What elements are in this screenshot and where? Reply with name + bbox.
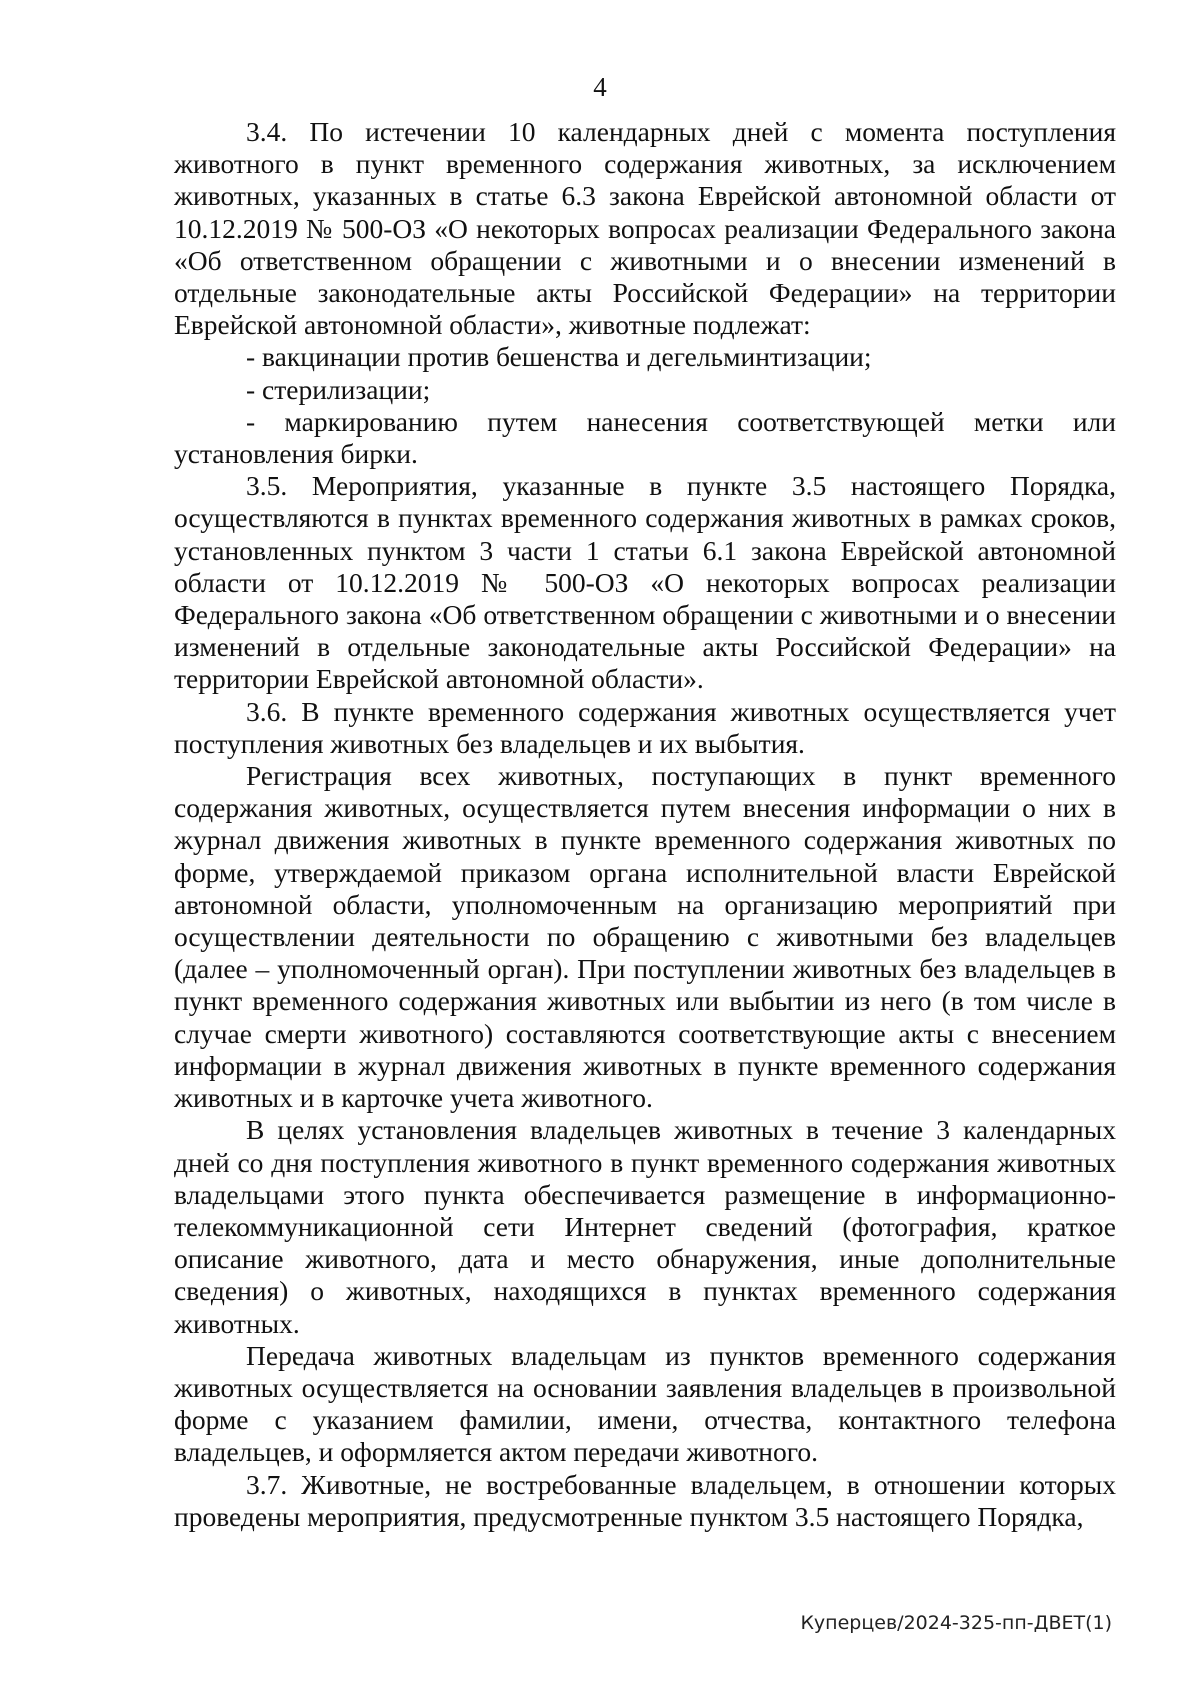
list-item-vaccination: - вакцинации против бешенства и дегельминтизации;: [246, 341, 872, 373]
list-item-sterilization: - стерилизации;: [246, 373, 431, 405]
document-body: [174, 116, 1116, 1533]
paragraph-3-4: 3.4. По истечении 10 календарных дней с момента поступления животного в пункт временного содержания животных, за исключением животных, указанных в статье 6.3 закона Еврейской автономной области от 10.12.2019 № 500-ОЗ «О некоторых вопросах реализации Федерального закона «Об ответственном обращении с животными и о внесении изменений в отдельные законодательные акты Российской Федерации» на территории Еврейской автономной области», животные подлежат:: [174, 116, 1116, 341]
paragraph-registration: Регистрация всех животных, поступающих в пункт временного содержания животных, осуществляется путем внесения информации о них в журнал движения животных в пункте временного содержания животных по форме, утверждаемой приказом органа исполнительной власти Еврейской автономной области, уполномоченным на организацию мероприятий при осуществлении деятельности по обращению с животными без владельцев (далее – уполномоченный орган). При поступлении животных без владельцев в пункт временного содержания животных или выбытии из него (в том числе в случае смерти животного) составляются соответствующие акты с внесением информации в журнал движения животных в пункте временного содержания животных и в карточке учета животного.: [174, 760, 1116, 1114]
paragraph-owner-search: В целях установления владельцев животных в течение 3 календарных дней со дня поступления животного в пункт временного содержания животных владельцами этого пункта обеспечивается размещение в информационно-телекоммуникационной сети Интернет сведений (фотография, краткое описание животного, дата и место обнаружения, иные дополнительные сведения) о животных, находящихся в пунктах временного содержания животных.: [174, 1114, 1116, 1339]
page-number: 4: [593, 72, 607, 102]
paragraph-3-6: 3.6. В пункте временного содержания животных осуществляется учет поступления животных без владельцев и их выбытия.: [174, 695, 1116, 759]
list-item-marking: - маркированию путем нанесения соответствующей метки или установления бирки.: [174, 405, 1116, 470]
paragraph-3-7: 3.7. Животные, не востребованные владельцем, в отношении которых проведены мероприятия, предусмотренные пунктом 3.5 настоящего Порядка,: [174, 1468, 1116, 1532]
paragraph-3-5: 3.5. Мероприятия, указанные в пункте 3.5 настоящего Порядка, осуществляются в пунктах временного содержания животных в рамках сроков, установленных пунктом 3 части 1 статьи 6.1 закона Еврейской автономной области от 10.12.2019 № 500-ОЗ «О некоторых вопросах реализации Федерального закона «Об ответственном обращении с животными и о внесении изменений в отдельные законодательные акты Российской Федерации» на территории Еврейской автономной области».: [174, 470, 1116, 695]
paragraph-transfer: Передача животных владельцам из пунктов временного содержания животных осуществляется на основании заявления владельцев в произвольной форме с указанием фамилии, имени, отчества, контактного телефона владельцев, и оформляется актом передачи животного.: [174, 1339, 1116, 1468]
document-footer-code: Куперцев/2024-325-пп-ДВЕТ(1): [800, 1612, 1112, 1634]
